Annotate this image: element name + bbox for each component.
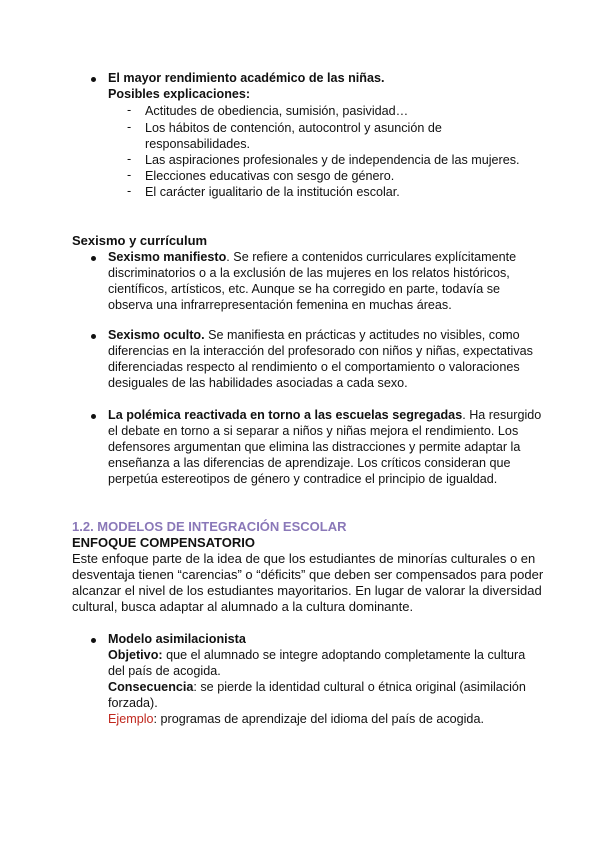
text-line: diferencias en la interacción del profesorado con niños y niñas, expectativas [108, 344, 533, 358]
consecuencia-label: Consecuencia [108, 680, 194, 694]
text-line: perpetúa estereotipos de género y contradice el principio de igualdad. [108, 472, 498, 486]
ejemplo-line [108, 711, 600, 727]
text-line: diferenciadas respecto al rendimiento o el comportamiento o valoraciones [108, 360, 520, 374]
consecuencia-line [108, 679, 600, 695]
dash-icon: - [127, 103, 132, 117]
list-item: Los hábitos de contención, autocontrol y asunción de [145, 121, 442, 135]
bullet-icon [91, 256, 96, 261]
list-item: Elecciones educativas con sesgo de género. [145, 169, 395, 183]
paragraph-line: cultural, busca adaptar al alumnado a la cultura dominante. [72, 599, 414, 614]
dash-icon: - [127, 168, 132, 182]
text-line: discriminatorios o a la exclusión de las mujeres en los relatos históricos, [108, 266, 510, 280]
modelo-title: Modelo asimilacionista [108, 632, 246, 646]
bullet-icon [91, 638, 96, 643]
text-line: defensores argumentan que elimina las distracciones y permite adaptar la [108, 440, 521, 454]
text-line: observa una infrarrepresentación femenina en muchas áreas. [108, 298, 452, 312]
list-item: responsabilidades. [145, 137, 251, 151]
list-item: Las aspiraciones profesionales y de independencia de las mujeres. [145, 153, 520, 167]
text-line: enseñanza a las diferencias de aprendizaje. Los críticos consideran que [108, 456, 511, 470]
paragraph-line: desventaja tienen “carencias” o “déficits” que deben ser compensados para poder [72, 567, 544, 582]
ejemplo-text: : programas de aprendizaje del idioma del país de acogida. [153, 712, 484, 726]
objetivo-line2: del país de acogida. [108, 664, 221, 678]
list-item: Actitudes de obediencia, sumisión, pasividad… [145, 104, 409, 118]
consecuencia-line2: forzada). [108, 696, 158, 710]
objetivo-line [108, 647, 600, 663]
section1-title: El mayor rendimiento académico de las niñas. [108, 71, 385, 85]
oculto-line1 [108, 327, 600, 343]
oculto-intro: Se manifiesta en prácticas y actitudes no visibles, como [204, 328, 520, 342]
bullet-icon [91, 77, 96, 82]
dash-icon: - [127, 120, 132, 134]
dash-icon: - [127, 184, 132, 198]
paragraph-line: alcanzar el nivel de los estudiantes mayoritarios. En lugar de valorar la diversidad [72, 583, 542, 598]
consecuencia-text: : se pierde la identidad cultural o étnica original (asimilación [193, 680, 526, 694]
text-line: el debate en torno a si separar a niños y niñas mejora el rendimiento. Los [108, 424, 519, 438]
section-heading-modelos: 1.2. MODELOS DE INTEGRACIÓN ESCOLAR [72, 519, 347, 534]
paragraph-line: Este enfoque parte de la idea de que los estudiantes de minorías culturales o en [72, 551, 536, 566]
polemica-term: La polémica reactivada en torno a las escuelas segregadas [108, 408, 463, 422]
objetivo-label: Objetivo: [108, 648, 163, 662]
section1-subtitle: Posibles explicaciones: [108, 87, 251, 101]
subheading-enfoque: ENFOQUE COMPENSATORIO [72, 535, 255, 550]
bullet-icon [91, 414, 96, 419]
list-item: El carácter igualitario de la institución escolar. [145, 185, 400, 199]
manifiesto-intro: . Se refiere a contenidos curriculares explícitamente [226, 250, 517, 264]
ejemplo-label: Ejemplo [108, 712, 154, 726]
section-heading: Sexismo y currículum [72, 233, 208, 248]
bullet-icon [91, 334, 96, 339]
polemica-intro: . Ha resurgido [462, 408, 542, 422]
text-line: desiguales de las habilidades asociadas a cada sexo. [108, 376, 408, 390]
polemica-line1 [108, 407, 600, 423]
text-line: científicos, artísticos, etc. Aunque se ha corregido en parte, todavía se [108, 282, 501, 296]
dash-icon: - [127, 152, 132, 166]
manifiesto-term: Sexismo manifiesto [108, 250, 227, 264]
objetivo-text: que el alumnado se integre adoptando completamente la cultura [162, 648, 526, 662]
manifiesto-line1 [108, 249, 600, 265]
oculto-term: Sexismo oculto. [108, 328, 205, 342]
